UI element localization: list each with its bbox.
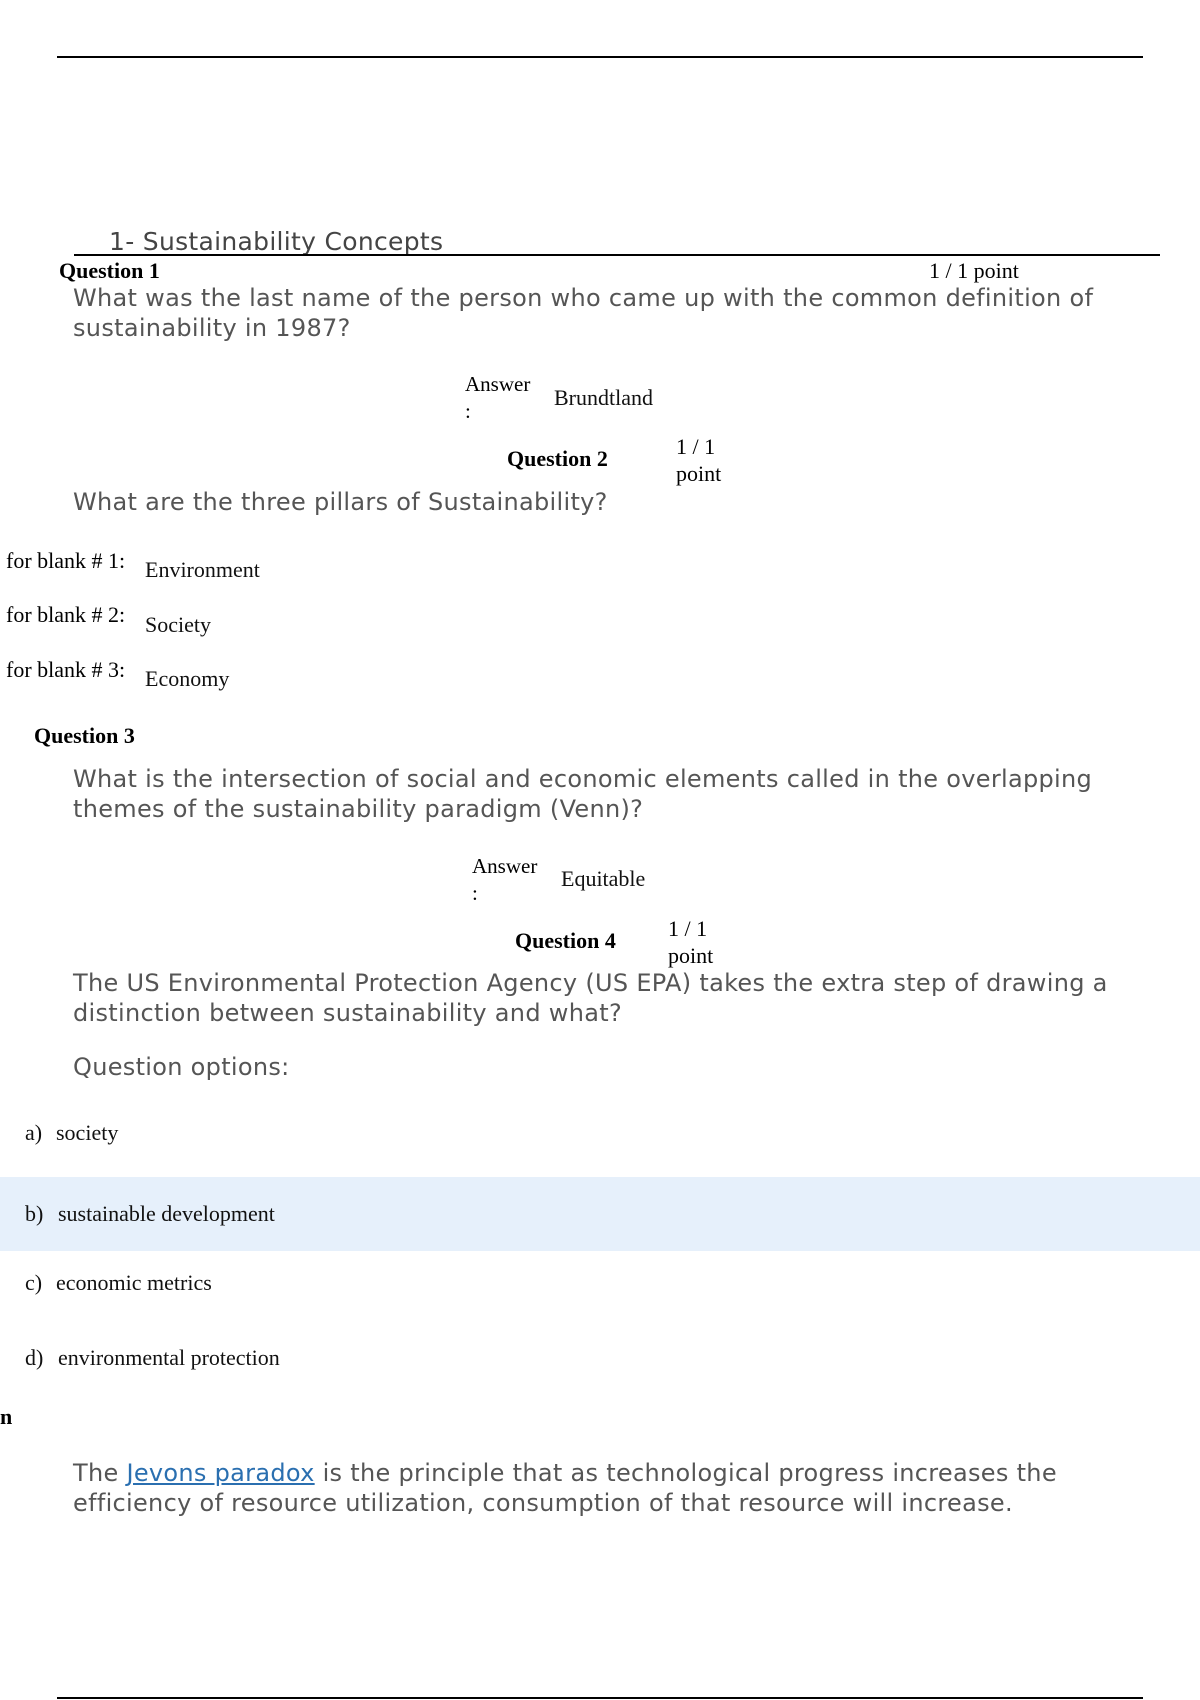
question-1-answer-colon: : (465, 399, 471, 423)
question-3-answer-colon: : (472, 881, 478, 905)
section-title: 1- Sustainability Concepts (109, 227, 444, 256)
blank-3-label: for blank # 3: (6, 657, 126, 682)
option-c-text: economic metrics (56, 1270, 212, 1295)
question-3-answer-label: Answer (472, 854, 538, 878)
option-b-letter: b) (25, 1201, 44, 1226)
feedback-paragraph (73, 1458, 1057, 1518)
question-1-answer-value: Brundtland (554, 385, 653, 410)
question-2-text: What are the three pillars of Sustainability? (73, 488, 608, 516)
bottom-rule (57, 1697, 1143, 1699)
blank-2-value: Society (145, 612, 211, 637)
question-4-points-line2: point (668, 943, 714, 968)
option-d-text: environmental protection (58, 1345, 280, 1370)
feedback-text-line1: is the principle that as technological progress increases the (314, 1459, 1057, 1487)
question-3-answer-value: Equitable (561, 866, 646, 891)
top-rule (57, 56, 1143, 58)
feedback-text-start: The (73, 1459, 127, 1487)
question-4-points-line1: 1 / 1 (668, 916, 708, 941)
question-1-points: 1 / 1 point (929, 258, 1019, 283)
option-d-letter: d) (25, 1345, 44, 1370)
question-3-heading: Question 3 (34, 723, 135, 748)
question-options-label: Question options: (73, 1053, 290, 1081)
question-1-heading: Question 1 (59, 258, 160, 283)
option-b-text: sustainable development (58, 1201, 275, 1226)
option-c[interactable] (0, 1246, 1200, 1320)
question-4-heading: Question 4 (515, 928, 616, 953)
blank-2-label: for blank # 2: (6, 602, 126, 627)
blank-3-value: Economy (145, 666, 230, 691)
option-a[interactable] (0, 1096, 1200, 1170)
section-title-rule (74, 254, 1160, 256)
question-2-points-line2: point (676, 461, 722, 486)
question-4-text: The US Environmental Protection Agency (US EPA) takes the extra step of drawing a distinction between sustainability and what? (73, 969, 1108, 1027)
blank-1-label: for blank # 1: (6, 548, 126, 573)
feedback-text-line2: efficiency of resource utilization, consumption of that resource will increase. (73, 1489, 1013, 1517)
option-a-letter: a) (25, 1120, 43, 1145)
option-d[interactable] (0, 1321, 1200, 1395)
question-2-heading: Question 2 (507, 446, 608, 471)
jevons-paradox-link[interactable]: Jevons paradox (126, 1459, 315, 1487)
question-1-answer-label: Answer (465, 372, 531, 396)
option-b-selected[interactable] (0, 1177, 1200, 1251)
blank-1-value: Environment (145, 557, 260, 582)
question-1-text: What was the last name of the person who came up with the common definition of sustainability in 1987? (73, 284, 1094, 342)
option-c-letter: c) (25, 1270, 43, 1295)
option-a-text: society (56, 1120, 119, 1145)
question-2-points-line1: 1 / 1 (676, 434, 716, 459)
question-3-text: What is the intersection of social and economic elements called in the overlapping themes of the sustainability paradigm (Venn)? (73, 765, 1093, 823)
clipped-heading-fragment: n (0, 1404, 13, 1429)
